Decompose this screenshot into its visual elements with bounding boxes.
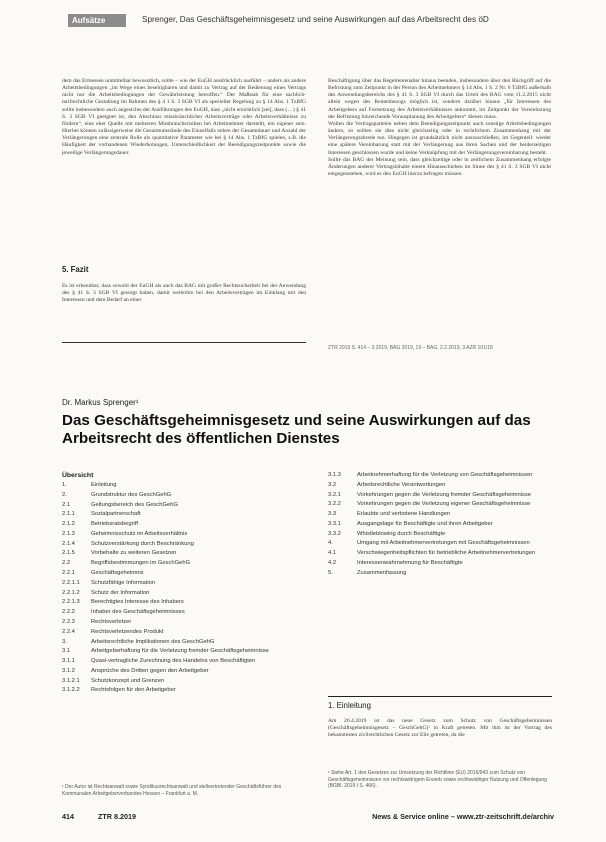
toc-item: [328, 550, 552, 558]
toc-item: [62, 619, 306, 627]
toc-item-label: Arbeitsrechtliche Verantwortungen: [357, 481, 446, 488]
toc-item: [62, 482, 306, 490]
toc-item: [62, 541, 306, 549]
toc-item: [62, 550, 306, 558]
fazit-heading: 5. Fazit: [62, 265, 89, 274]
toc-item: [62, 570, 306, 578]
top-right-paragraph: Sollte das BAG der Meinung sein, dass gleichzeitige oder in zeitlichem Zusammenhang erfolgte Änderungen anderer Vertragsinhalte einem Hinausschieben im Sinne des § 41 S. 3 SGB VI nicht entgegenstehen, wird es den EuGH hierzu befragen müssen.: [328, 156, 551, 178]
toc-item-label: Vorkehrungen gegen die Verletzung eigener Geschäftsgeheimnisse: [357, 501, 531, 508]
toc-item: [62, 678, 306, 686]
toc-item-label: Einleitung: [91, 482, 117, 488]
toc-item: [62, 560, 306, 568]
toc-item-label: Schutzverstärkung durch Beschränkung: [91, 540, 194, 547]
toc-item-label: Berechtigtes Interesse des Inhabers: [91, 599, 184, 606]
toc-item-label: Geheimnisschutz im Arbeitsverhältnis: [91, 530, 188, 537]
introduction-heading: 1. Einleitung: [328, 701, 371, 710]
toc-item-label: Ansprüche des Dritten gegen den Arbeitgeber: [91, 667, 209, 674]
toc-item-label: Schutz der Information: [91, 589, 150, 596]
toc-item-number: 3.: [62, 638, 67, 645]
top-left-paragraph: dem das Ermessen unmittelbar bewusstlich, sollte – wie der EuGH ausdrücklich ausführt – anders als andere Arbeitsbedingungen „im Wege eines beseitigbaren und damit zu Vertrag auf der Bedienung eines Vertrags nicht nur die Arbeitsbedingungen der Gewährleistung betroffen.“ Der Maßstab für eine sachlich-tarifrechtliche Gestaltung im Rahmen des § 4 1 S. 3 SGB VI als spezieller Regelung zu § 14 Abs. 1 TzBfG sollte insbesondere auch angesichts der Ausführungen des EuGH, dass „nicht ersichtlich [sei], dass (…) § 41 S. 3 SGB VI geeignet ist, den Abschluss missbräuchlicher Arbeitsverträge oder Arbeitsverhältnisse zu fördern“, eine eher Quelle mit mehreren Missbrauchsrisiken bei Arbeitnehmer darstellt, ein eigener sein. Hierbei können zulässigerweise die Gesamtumstände des Einzelfalls neben der Gesamtdauer und Anzahl der Verlängerungen eine zentrale Rolle als quantitative Parameter wie bei § 14 Abs. 1 TzBfG spielen, z.B. die Häufigkeit der vorhandenen Wiederholungen, Unterschiedlichkeit der Beendigungszeitpunkte sowie die jeweilige Verlängerungsdauer.: [62, 78, 306, 156]
toc-item-label: Verschwiegenheitspflichten für betriebliche Arbeitnehmervertretungen: [357, 550, 536, 557]
top-right-column: [328, 78, 551, 178]
author-name: Dr. Markus Sprenger¹: [62, 398, 139, 407]
toc-item-label: Arbeitgeberhaftung für die Verletzung fremder Geschäftsgeheimnisse: [91, 648, 269, 655]
toc-item-number: 2.2: [62, 560, 71, 567]
toc-item-number: 2.2.2: [62, 609, 75, 616]
toc-item-label: Schutzfähige Information: [91, 579, 156, 586]
top-left-column: [62, 78, 306, 157]
toc-item-label: Geltungsbereich des GeschGehG: [91, 501, 179, 508]
toc-item-label: Sozialpartnerschaft: [91, 511, 141, 518]
fazit-text: Es ist erkennbar, dass sowohl der EuGH als auch das BAG mit großer Rechtssicherheit bei der Anwendung des § 41 S. 3 SGB VI gesorgt haben, damit weiterhin bei den Arbeitsverträgen im Einklang mit den Interessen und dem Bedarf an einer: [62, 283, 306, 304]
toc-item: [62, 648, 306, 656]
citation-line: ZTR 2019 S. 414 – 3.2019, BAG 2019, 19 – BAG, 2.2.2019, 3 AZR 101/18: [328, 345, 493, 351]
toc-item: [328, 531, 552, 539]
toc-item-number: 2.2.1.2: [62, 589, 80, 596]
toc-item: [62, 580, 306, 588]
toc-item-number: 3.3.2: [328, 530, 341, 537]
toc-item-number: 2.2.3: [62, 618, 75, 625]
toc-left-column: [62, 482, 306, 697]
footnote-right: ¹ Siehe Art. 1 des Gesetzes zur Umsetzung der Richtlinie (EU) 2016/943 zum Schutz von Geschäftsgeheimnissen vor rechtswidrigem Erwerb sowie rechtswidriger Nutzung und Offenlegung (BGBl. 2019 I S. 466).: [328, 770, 547, 790]
toc-item-number: 3.2.2: [328, 501, 341, 508]
toc-item: [328, 492, 552, 500]
toc-item: [328, 511, 552, 519]
toc-item: [62, 599, 306, 607]
toc-item-label: Vorkehrungen gegen die Verletzung fremder Geschäftsgeheimnisse: [357, 491, 532, 498]
top-right-paragraph: Beschäftigung über das Regelrentenalter hinaus beenden, insbesondere über den Rückgriff auf die Befristung zum Zeitpunkt in der Person des Arbeitnehmers § 14 Abs. 1 S. 2 Nr. 6 TzBfG außerhalb des Anwendungsbereichs des § 41 S. 3 SGB VI durch das Urteil des BAG vom 11.2.2015 nicht allein wegen des Rentenbezugs möglich ist, sondern darüber hinaus „für Interessen des Arbeitgebers auf Fortsetzung des Arbeitsverhältnisses ankommt, im Zeitpunkt der Vereinbarung der Befristung hinreichende Vorausplanung des Arbeitgebers“ dienen muss.: [328, 78, 551, 120]
toc-item-label: Vorbehalte zu weiteren Gesetzen: [91, 550, 177, 557]
toc-item: [328, 540, 552, 548]
toc-item-number: 2.2.1: [62, 570, 75, 577]
toc-item-number: 3.1.2.2: [62, 687, 80, 694]
toc-item: [62, 531, 306, 539]
toc-item: [62, 502, 306, 510]
toc-item-number: 2.: [62, 491, 67, 498]
toc-item: [328, 482, 552, 490]
toc-item-label: Geschäftsgeheimnis: [91, 570, 144, 577]
toc-item-number: 3.1.1: [62, 658, 75, 665]
top-right-paragraph: Wollen die Vertragsparteien neben dem Beendigungszeitpunkt auch sonstige Arbeitsbedingungen ändern, so sollten sie dies nicht gleichzeitig oder in rechtlichem Zusammenhang mit der Verlängerungsabrede tun. Hingegen ist grundsätzlich nicht auszuschließen, im Gegenteil: wieder eine spätere Vereinbarung statt mit der Verlängerung aus ihren Sachen und der beiderseitigen Interessen geschlossen wurde und keine Verknüpfung mit der Verlängerungsvereinbarung besteht.: [328, 120, 551, 156]
toc-item-number: 3.3: [328, 511, 337, 518]
running-header: [68, 14, 582, 28]
toc-heading: Übersicht: [62, 472, 94, 479]
toc-item-number: 2.2.1.1: [62, 579, 80, 586]
toc-item-number: 4.: [328, 540, 333, 547]
toc-item-number: 3.2: [328, 481, 337, 488]
toc-item-label: Betriebsratsbegriff: [91, 521, 138, 528]
footnote-left: ¹ Der Autor ist Rechtsanwalt sowie Syndikusrechtsanwalt und stellvertretender Geschäftsführer des Kommunalen Arbeitgeberverbandes Hessen – Frankfurt a. M.: [62, 784, 282, 797]
introduction-divider: [328, 696, 552, 697]
toc-item-label: Arbeitnehmerhaftung für die Verletzung von Geschäftsgeheimnissen: [357, 472, 533, 478]
toc-right-column: [328, 472, 552, 580]
toc-item-number: 2.1.5: [62, 550, 75, 557]
toc-item: [62, 658, 306, 666]
toc-item: [328, 521, 552, 529]
toc-item-label: Grundstruktur des GeschGehG: [91, 491, 172, 498]
toc-item-number: 3.3.1: [328, 520, 341, 527]
running-title: Sprenger, Das Geschäftsgeheimnisgesetz und seine Auswirkungen auf das Arbeitsrecht des öD: [142, 15, 489, 24]
journal-issue: ZTR 8.2019: [98, 812, 136, 821]
toc-item: [328, 570, 552, 578]
toc-item-number: 2.1.3: [62, 530, 75, 537]
toc-item-number: 2.1.2: [62, 521, 75, 528]
toc-item-number: 1.: [62, 482, 67, 488]
toc-item-label: Begriffsbestimmungen im GeschGehG: [91, 560, 191, 567]
toc-item: [62, 590, 306, 598]
toc-item-label: Inhaber des Geschäftsgeheimnisses: [91, 609, 185, 616]
toc-item-number: 5.: [328, 569, 333, 576]
section-divider: [62, 342, 306, 343]
toc-item-number: 2.1.1: [62, 511, 75, 518]
toc-item-label: Schutzkonzept und Grenzen: [91, 677, 165, 684]
toc-item-label: Umgang mit Arbeitnehmervertretungen mit Geschäftsgeheimnissen: [357, 540, 530, 547]
toc-item-number: 3.1: [62, 648, 71, 655]
toc-item-label: Interessenwahrnehmung für Beschäftigte: [357, 560, 463, 567]
toc-item-label: Whistleblowing durch Beschäftigte: [357, 530, 446, 537]
toc-item-label: Rechtsverletzer: [91, 618, 132, 625]
toc-item: [62, 609, 306, 617]
toc-item-label: Erlaubte und verbotene Handlungen: [357, 511, 451, 518]
toc-item: [62, 639, 306, 647]
toc-item-number: 2.1.4: [62, 540, 75, 547]
toc-item-number: 3.2.1: [328, 491, 341, 498]
toc-item: [62, 511, 306, 519]
toc-item-number: 4.2: [328, 560, 337, 567]
toc-item-number: 3.1.3: [328, 472, 341, 478]
toc-item-number: 2.2.1.3: [62, 599, 80, 606]
toc-item-number: 2.1: [62, 501, 71, 508]
article-title: Das Geschäftsgeheimnisgesetz und seine Auswirkungen auf das Arbeitsrecht des öffentlichen Dienstes: [62, 412, 531, 447]
toc-item-number: 2.2.4: [62, 628, 75, 635]
introduction-text: Am 26.4.2019 ist das neue Gesetz zum Schutz von Geschäftsgeheimnissen (Geschäftsgeheimnisgesetz – GeschGehG)¹ in Kraft getreten. Mit ihm ist der Vortrag des bekanntesten zivilrechtlichen Gesetz zur Eile getreten, da die: [328, 718, 552, 739]
toc-item: [62, 687, 306, 695]
toc-item: [62, 668, 306, 676]
toc-item: [328, 501, 552, 509]
toc-item-label: Arbeitsrechtliche Implikationen des GeschGehG: [91, 638, 215, 645]
footer-archive-link[interactable]: News & Service online – www.ztr-zeitschrift.de/archiv: [372, 812, 554, 821]
section-badge: Aufsätze: [68, 14, 126, 27]
toc-item-number: 3.1.2: [62, 667, 75, 674]
page-number: 414: [62, 812, 74, 821]
toc-item: [62, 629, 306, 637]
toc-item-label: Ausgangslage für Beschäftigte und ihren Arbeitgeber: [357, 520, 493, 527]
toc-item-label: Rechtsverletzendes Produkt: [91, 628, 164, 635]
toc-item-number: 4.1: [328, 550, 337, 557]
toc-item: [62, 521, 306, 529]
toc-item: [328, 560, 552, 568]
toc-item: [328, 472, 552, 480]
toc-item-number: 3.1.2.1: [62, 677, 80, 684]
toc-item-label: Quasi-vertragliche Zurechnung des Handelns von Beschäftigten: [91, 658, 256, 665]
toc-item: [62, 492, 306, 500]
toc-item-label: Rechtsfolgen für den Arbeitgeber: [91, 687, 176, 694]
toc-item-label: Zusammenfassung: [357, 569, 407, 576]
